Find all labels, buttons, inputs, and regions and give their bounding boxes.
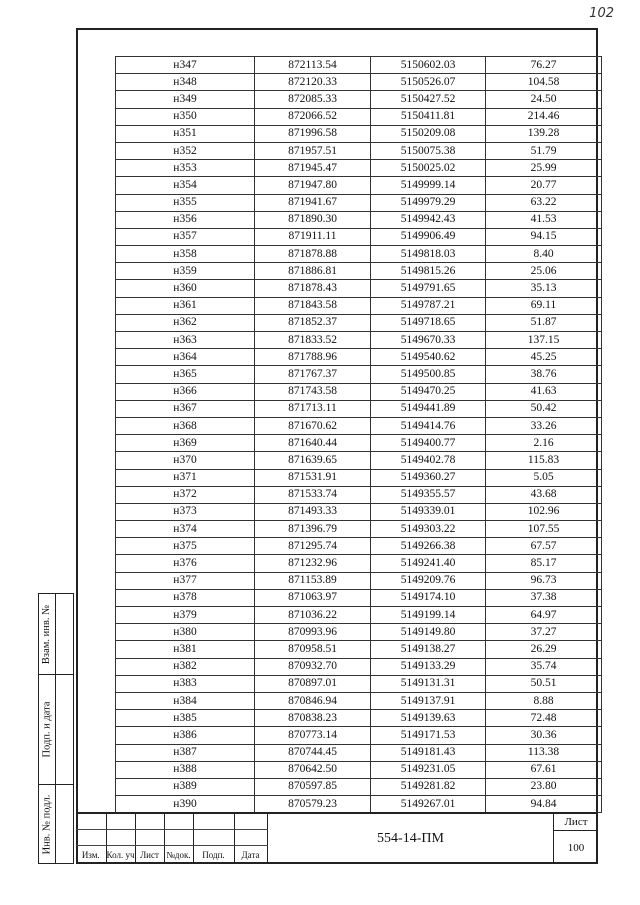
- distance-cell: 8.40: [486, 246, 602, 263]
- table-row: [116, 761, 602, 778]
- point-id-cell: н388: [116, 761, 255, 778]
- point-id-cell: н378: [116, 589, 255, 606]
- table-row: [116, 675, 602, 692]
- table-row: [116, 452, 602, 469]
- x-coordinate-cell: 870958.51: [255, 641, 371, 658]
- table-row: [116, 692, 602, 709]
- point-id-cell: н387: [116, 744, 255, 761]
- distance-cell: 35.74: [486, 658, 602, 675]
- y-coordinate-cell: 5150526.07: [371, 74, 486, 91]
- y-coordinate-cell: 5149181.43: [371, 744, 486, 761]
- y-coordinate-cell: 5149906.49: [371, 228, 486, 245]
- point-id-cell: н383: [116, 675, 255, 692]
- distance-cell: 41.63: [486, 383, 602, 400]
- x-coordinate-cell: 871852.37: [255, 314, 371, 331]
- distance-cell: 26.29: [486, 641, 602, 658]
- table-row: [116, 555, 602, 572]
- distance-cell: 43.68: [486, 486, 602, 503]
- x-coordinate-cell: 872066.52: [255, 108, 371, 125]
- y-coordinate-cell: 5149137.91: [371, 692, 486, 709]
- distance-cell: 107.55: [486, 521, 602, 538]
- y-coordinate-cell: 5150209.08: [371, 125, 486, 142]
- point-id-cell: н374: [116, 521, 255, 538]
- distance-cell: 25.06: [486, 263, 602, 280]
- document-code: 554-14-ПМ: [268, 814, 554, 864]
- revision-header-cell: Изм.: [76, 846, 106, 864]
- revision-header-cell: №док.: [164, 846, 193, 864]
- y-coordinate-cell: 5149339.01: [371, 503, 486, 520]
- y-coordinate-cell: 5149209.76: [371, 572, 486, 589]
- stamp-cell-inv-original: [39, 785, 73, 863]
- coordinates-table: [115, 56, 602, 813]
- y-coordinate-cell: 5149787.21: [371, 297, 486, 314]
- table-row: [116, 142, 602, 159]
- y-coordinate-cell: 5149231.05: [371, 761, 486, 778]
- y-coordinate-cell: 5150075.38: [371, 142, 486, 159]
- x-coordinate-cell: 871947.80: [255, 177, 371, 194]
- revision-header-cell: Дата: [234, 846, 267, 864]
- revision-header-cell: Лист: [135, 846, 164, 864]
- x-coordinate-cell: 871063.97: [255, 589, 371, 606]
- point-id-cell: н360: [116, 280, 255, 297]
- distance-cell: 38.76: [486, 366, 602, 383]
- point-id-cell: н382: [116, 658, 255, 675]
- distance-cell: 24.50: [486, 91, 602, 108]
- distance-cell: 50.51: [486, 675, 602, 692]
- table-row: [116, 57, 602, 74]
- x-coordinate-cell: 871396.79: [255, 521, 371, 538]
- point-id-cell: н366: [116, 383, 255, 400]
- table-row: [116, 572, 602, 589]
- x-coordinate-cell: 871911.11: [255, 228, 371, 245]
- distance-cell: 8.88: [486, 692, 602, 709]
- table-row: [116, 744, 602, 761]
- table-row: [116, 469, 602, 486]
- stamp-label-inv-original: Инв. № подл.: [41, 794, 53, 854]
- revision-grid: [76, 814, 268, 864]
- y-coordinate-cell: 5149414.76: [371, 417, 486, 434]
- x-coordinate-cell: 871957.51: [255, 142, 371, 159]
- distance-cell: 104.58: [486, 74, 602, 91]
- y-coordinate-cell: 5150602.03: [371, 57, 486, 74]
- table-row: [116, 194, 602, 211]
- x-coordinate-cell: 870597.85: [255, 778, 371, 795]
- table-row: [116, 435, 602, 452]
- point-id-cell: н370: [116, 452, 255, 469]
- handwritten-page-number: 102: [589, 6, 614, 21]
- y-coordinate-cell: 5149131.31: [371, 675, 486, 692]
- distance-cell: 94.84: [486, 796, 602, 813]
- table-row: [116, 624, 602, 641]
- x-coordinate-cell: 870744.45: [255, 744, 371, 761]
- y-coordinate-cell: 5149241.40: [371, 555, 486, 572]
- table-row: [116, 125, 602, 142]
- table-row: [116, 349, 602, 366]
- x-coordinate-cell: 870993.96: [255, 624, 371, 641]
- distance-cell: 137.15: [486, 332, 602, 349]
- table-row: [116, 589, 602, 606]
- x-coordinate-cell: 871295.74: [255, 538, 371, 555]
- y-coordinate-cell: 5149470.25: [371, 383, 486, 400]
- table-row: [116, 607, 602, 624]
- point-id-cell: н379: [116, 607, 255, 624]
- x-coordinate-cell: 871767.37: [255, 366, 371, 383]
- x-coordinate-cell: 871886.81: [255, 263, 371, 280]
- distance-cell: 67.61: [486, 761, 602, 778]
- x-coordinate-cell: 871878.88: [255, 246, 371, 263]
- distance-cell: 214.46: [486, 108, 602, 125]
- y-coordinate-cell: 5149281.82: [371, 778, 486, 795]
- distance-cell: 37.38: [486, 589, 602, 606]
- y-coordinate-cell: 5149266.38: [371, 538, 486, 555]
- point-id-cell: н358: [116, 246, 255, 263]
- table-row: [116, 383, 602, 400]
- stamp-cell-inv-replace: [39, 594, 73, 675]
- x-coordinate-cell: 871232.96: [255, 555, 371, 572]
- y-coordinate-cell: 5149360.27: [371, 469, 486, 486]
- y-coordinate-cell: 5149139.63: [371, 710, 486, 727]
- distance-cell: 94.15: [486, 228, 602, 245]
- table-row: [116, 796, 602, 813]
- table-row: [116, 366, 602, 383]
- revision-header-cell: Подп.: [193, 846, 234, 864]
- distance-cell: 76.27: [486, 57, 602, 74]
- point-id-cell: н389: [116, 778, 255, 795]
- distance-cell: 25.99: [486, 160, 602, 177]
- table-row: [116, 641, 602, 658]
- x-coordinate-cell: 871153.89: [255, 572, 371, 589]
- x-coordinate-cell: 871945.47: [255, 160, 371, 177]
- distance-cell: 113.38: [486, 744, 602, 761]
- point-id-cell: н359: [116, 263, 255, 280]
- y-coordinate-cell: 5149999.14: [371, 177, 486, 194]
- table-row: [116, 246, 602, 263]
- title-block: [76, 812, 598, 864]
- y-coordinate-cell: 5149540.62: [371, 349, 486, 366]
- distance-cell: 45.25: [486, 349, 602, 366]
- x-coordinate-cell: 871493.33: [255, 503, 371, 520]
- x-coordinate-cell: 870579.23: [255, 796, 371, 813]
- x-coordinate-cell: 871996.58: [255, 125, 371, 142]
- table-row: [116, 710, 602, 727]
- stamp-cell-sign-date: [39, 675, 73, 785]
- x-coordinate-cell: 871640.44: [255, 435, 371, 452]
- point-id-cell: н354: [116, 177, 255, 194]
- x-coordinate-cell: 871941.67: [255, 194, 371, 211]
- y-coordinate-cell: 5149149.80: [371, 624, 486, 641]
- table-row: [116, 727, 602, 744]
- distance-cell: 72.48: [486, 710, 602, 727]
- distance-cell: 85.17: [486, 555, 602, 572]
- y-coordinate-cell: 5149138.27: [371, 641, 486, 658]
- distance-cell: 30.36: [486, 727, 602, 744]
- y-coordinate-cell: 5149441.89: [371, 400, 486, 417]
- distance-cell: 63.22: [486, 194, 602, 211]
- table-row: [116, 658, 602, 675]
- y-coordinate-cell: 5149815.26: [371, 263, 486, 280]
- point-id-cell: н375: [116, 538, 255, 555]
- distance-cell: 102.96: [486, 503, 602, 520]
- distance-cell: 139.28: [486, 125, 602, 142]
- table-row: [116, 108, 602, 125]
- y-coordinate-cell: 5149791.65: [371, 280, 486, 297]
- y-coordinate-cell: 5149133.29: [371, 658, 486, 675]
- distance-cell: 51.87: [486, 314, 602, 331]
- y-coordinate-cell: 5149979.29: [371, 194, 486, 211]
- distance-cell: 51.79: [486, 142, 602, 159]
- point-id-cell: н381: [116, 641, 255, 658]
- distance-cell: 20.77: [486, 177, 602, 194]
- distance-cell: 33.26: [486, 417, 602, 434]
- sheet-number: 100: [567, 842, 585, 854]
- y-coordinate-cell: 5149942.43: [371, 211, 486, 228]
- point-id-cell: н390: [116, 796, 255, 813]
- x-coordinate-cell: 870846.94: [255, 692, 371, 709]
- table-row: [116, 538, 602, 555]
- sheet-box: [554, 814, 598, 864]
- x-coordinate-cell: 871890.30: [255, 211, 371, 228]
- distance-cell: 96.73: [486, 572, 602, 589]
- table-row: [116, 280, 602, 297]
- table-row: [116, 521, 602, 538]
- x-coordinate-cell: 872113.54: [255, 57, 371, 74]
- table-row: [116, 503, 602, 520]
- point-id-cell: н371: [116, 469, 255, 486]
- distance-cell: 50.42: [486, 400, 602, 417]
- table-row: [116, 177, 602, 194]
- table-row: [116, 263, 602, 280]
- point-id-cell: н373: [116, 503, 255, 520]
- y-coordinate-cell: 5149174.10: [371, 589, 486, 606]
- stamp-label-inv-replace: Взам. инв. №: [41, 604, 53, 664]
- x-coordinate-cell: 871743.58: [255, 383, 371, 400]
- y-coordinate-cell: 5149670.33: [371, 332, 486, 349]
- table-row: [116, 332, 602, 349]
- y-coordinate-cell: 5150411.81: [371, 108, 486, 125]
- revision-header-row: [76, 846, 267, 864]
- point-id-cell: н372: [116, 486, 255, 503]
- x-coordinate-cell: 870773.14: [255, 727, 371, 744]
- distance-cell: 5.05: [486, 469, 602, 486]
- y-coordinate-cell: 5150025.02: [371, 160, 486, 177]
- revision-header-cell: Кол. уч: [106, 846, 135, 864]
- y-coordinate-cell: 5149500.85: [371, 366, 486, 383]
- distance-cell: 67.57: [486, 538, 602, 555]
- point-id-cell: н351: [116, 125, 255, 142]
- point-id-cell: н369: [116, 435, 255, 452]
- x-coordinate-cell: 871788.96: [255, 349, 371, 366]
- table-row: [116, 486, 602, 503]
- point-id-cell: н384: [116, 692, 255, 709]
- table-row: [116, 417, 602, 434]
- table-row: [116, 314, 602, 331]
- x-coordinate-cell: 871639.65: [255, 452, 371, 469]
- distance-cell: 41.53: [486, 211, 602, 228]
- point-id-cell: н376: [116, 555, 255, 572]
- point-id-cell: н355: [116, 194, 255, 211]
- y-coordinate-cell: 5150427.52: [371, 91, 486, 108]
- x-coordinate-cell: 871833.52: [255, 332, 371, 349]
- point-id-cell: н386: [116, 727, 255, 744]
- distance-cell: 2.16: [486, 435, 602, 452]
- point-id-cell: н364: [116, 349, 255, 366]
- point-id-cell: н362: [116, 314, 255, 331]
- point-id-cell: н368: [116, 417, 255, 434]
- x-coordinate-cell: 872120.33: [255, 74, 371, 91]
- x-coordinate-cell: 871531.91: [255, 469, 371, 486]
- margin-stamp: [38, 593, 74, 864]
- y-coordinate-cell: 5149402.78: [371, 452, 486, 469]
- distance-cell: 37.27: [486, 624, 602, 641]
- x-coordinate-cell: 870897.01: [255, 675, 371, 692]
- point-id-cell: н347: [116, 57, 255, 74]
- table-row: [116, 74, 602, 91]
- distance-cell: 64.97: [486, 607, 602, 624]
- sheet-label: Лист: [554, 814, 598, 831]
- y-coordinate-cell: 5149199.14: [371, 607, 486, 624]
- stamp-label-sign-date: Подп. и дата: [41, 701, 53, 758]
- x-coordinate-cell: 871036.22: [255, 607, 371, 624]
- coordinates-table-body: [116, 57, 602, 813]
- x-coordinate-cell: 871878.43: [255, 280, 371, 297]
- point-id-cell: н377: [116, 572, 255, 589]
- y-coordinate-cell: 5149303.22: [371, 521, 486, 538]
- x-coordinate-cell: 871843.58: [255, 297, 371, 314]
- point-id-cell: н349: [116, 91, 255, 108]
- point-id-cell: н361: [116, 297, 255, 314]
- point-id-cell: н385: [116, 710, 255, 727]
- x-coordinate-cell: 871533.74: [255, 486, 371, 503]
- table-row: [116, 160, 602, 177]
- distance-cell: 23.80: [486, 778, 602, 795]
- x-coordinate-cell: 870838.23: [255, 710, 371, 727]
- y-coordinate-cell: 5149818.03: [371, 246, 486, 263]
- table-row: [116, 400, 602, 417]
- point-id-cell: н348: [116, 74, 255, 91]
- x-coordinate-cell: 871713.11: [255, 400, 371, 417]
- y-coordinate-cell: 5149171.53: [371, 727, 486, 744]
- point-id-cell: н356: [116, 211, 255, 228]
- distance-cell: 115.83: [486, 452, 602, 469]
- point-id-cell: н353: [116, 160, 255, 177]
- distance-cell: 35.13: [486, 280, 602, 297]
- x-coordinate-cell: 871670.62: [255, 417, 371, 434]
- table-row: [116, 91, 602, 108]
- point-id-cell: н367: [116, 400, 255, 417]
- table-row: [116, 297, 602, 314]
- x-coordinate-cell: 870642.50: [255, 761, 371, 778]
- y-coordinate-cell: 5149355.57: [371, 486, 486, 503]
- x-coordinate-cell: 870932.70: [255, 658, 371, 675]
- y-coordinate-cell: 5149267.01: [371, 796, 486, 813]
- x-coordinate-cell: 872085.33: [255, 91, 371, 108]
- table-row: [116, 211, 602, 228]
- table-row: [116, 778, 602, 795]
- point-id-cell: н380: [116, 624, 255, 641]
- point-id-cell: н365: [116, 366, 255, 383]
- y-coordinate-cell: 5149718.65: [371, 314, 486, 331]
- point-id-cell: н350: [116, 108, 255, 125]
- point-id-cell: н357: [116, 228, 255, 245]
- distance-cell: 69.11: [486, 297, 602, 314]
- table-row: [116, 228, 602, 245]
- y-coordinate-cell: 5149400.77: [371, 435, 486, 452]
- point-id-cell: н352: [116, 142, 255, 159]
- point-id-cell: н363: [116, 332, 255, 349]
